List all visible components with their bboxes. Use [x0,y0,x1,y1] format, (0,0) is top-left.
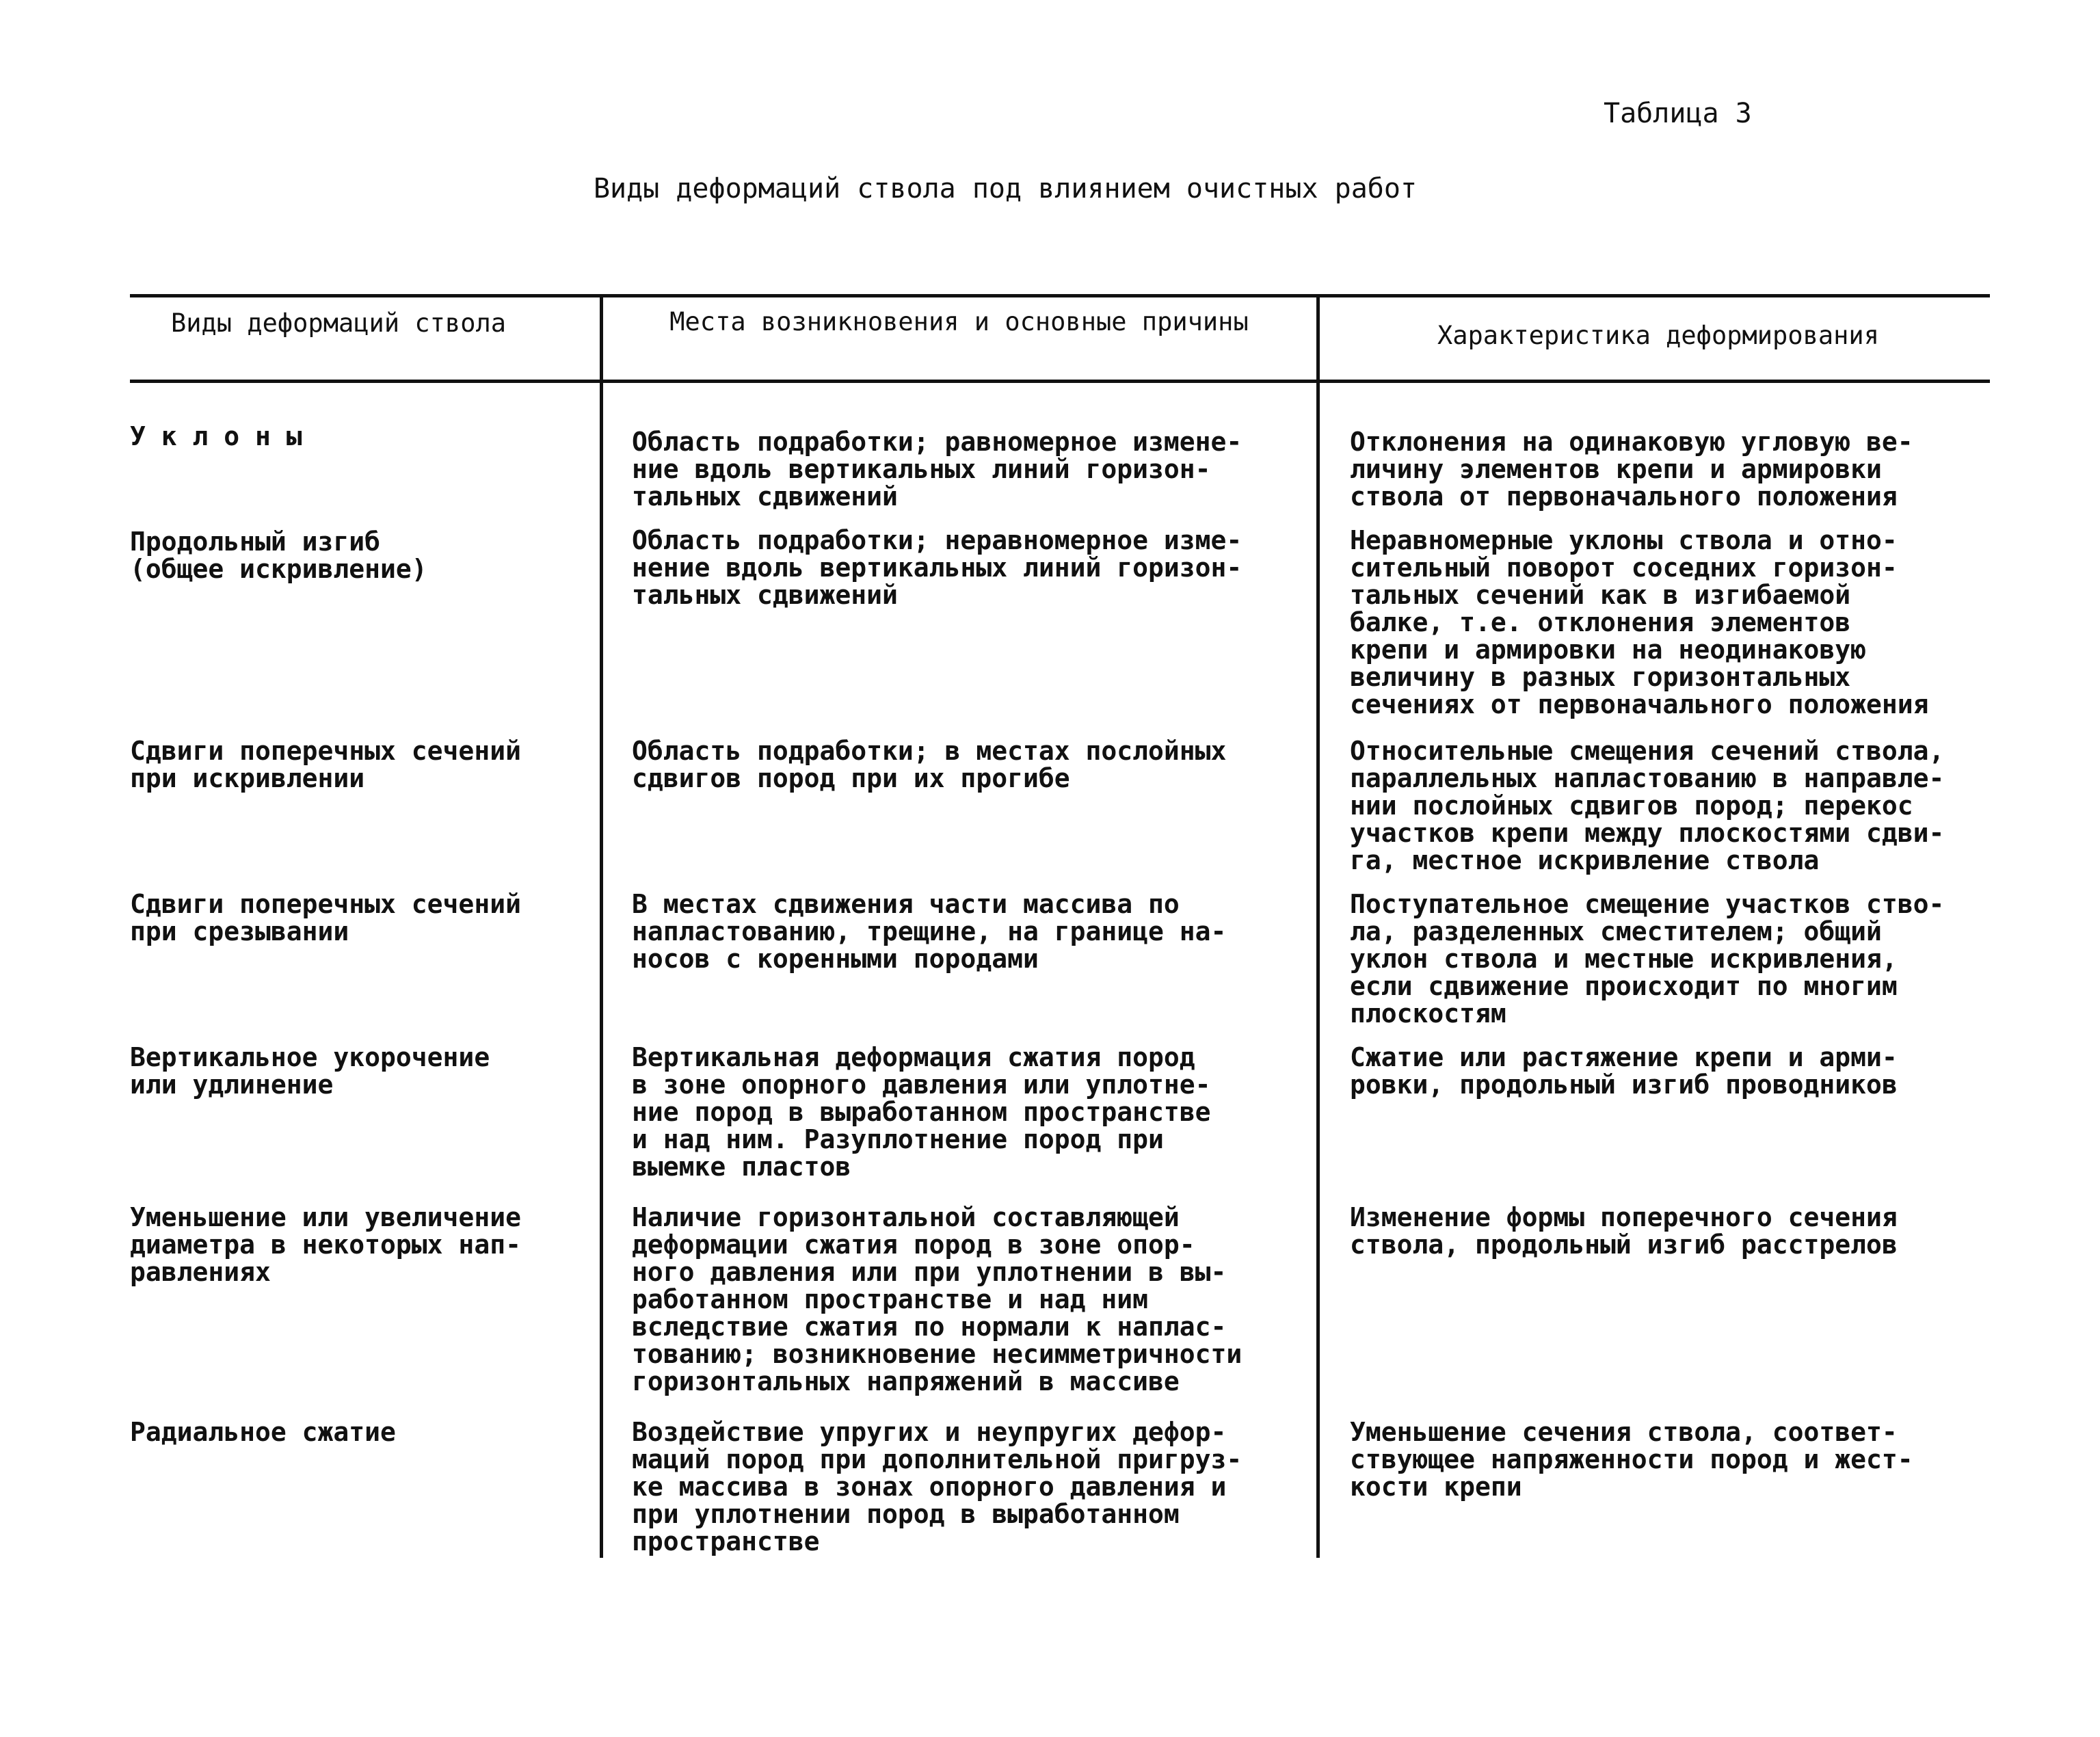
table-top-rule [130,294,1990,297]
body-column-divider-2 [1316,383,1320,1558]
column-header-type: Виды деформаций ствола [170,308,507,338]
cause-cell: Вертикальная деформация сжатия пород в зоне опорного давления или уплотне- ние пород в выработанном пространстве и над ним. Разуплотнение пород при выемке пластов [632,1042,1211,1182]
header-column-divider-1 [600,294,603,383]
characteristic-cell: Уменьшение сечения ствола, соответ- ствующее напряженности пород и жест- кости крепи [1350,1417,1913,1502]
table-header-rule [130,380,1990,383]
column-header-characteristic: Характеристика деформирования [1437,321,1879,350]
table-title: Виды деформаций ствола под влиянием очистных работ [593,173,1418,204]
cause-cell: Наличие горизонтальной составляющей деформации сжатия пород в зоне опор- ного давления или при уплотнении в вы- работанном пространстве и над ним вследствие сжатия по нормали к наплас- тованию; возникновение несимметричности горизонтальных напряжений в массиве [632,1202,1242,1396]
cause-cell: Область подработки; неравномерное изме- нение вдоль вертикальных линий горизон- тальных сдвижений [632,525,1242,610]
cause-cell: Воздействие упругих и неупругих дефор- маций пород при дополнительной пригруз- ке массива в зонах опорного давления и при уплотнении пород в выработанном пространстве [632,1417,1242,1556]
characteristic-cell: Неравномерные уклоны ствола и отно- сительный поворот соседних горизон- тальных сечений как в изгибаемой балке, т.е. отклонения элементов крепи и армировки на неодинаковую величину в разных горизонтальных сечениях от первоначального положения [1350,525,1929,719]
characteristic-cell: Относительные смещения сечений ствола, параллельных напластованию в направле- нии послойных сдвигов пород; перекос участков крепи между плоскостями сдви- га, местное искривление ствола [1350,736,1945,875]
deformation-type-cell: Уменьшение или увеличение диаметра в некоторых нап- равлениях [130,1202,521,1287]
characteristic-cell: Сжатие или растяжение крепи и арми- ровки, продольный изгиб проводников [1350,1042,1898,1100]
deformation-type-cell: Радиальное сжатие [130,1417,396,1447]
characteristic-cell: Поступательное смещение участков ство- ла, разделенных сместителем; общий уклон ствола и местные искривления, если сдвижение происходит по многим плоскостям [1350,889,1945,1029]
table-number: Таблица 3 [1604,98,1752,129]
characteristic-cell: Изменение формы поперечного сечения ствола, продольный изгиб расстрелов [1350,1202,1898,1260]
cause-cell: Область подработки; в местах послойных сдвигов пород при их прогибе [632,736,1227,793]
characteristic-cell: Отклонения на одинаковую угловую ве- личину элементов крепи и армировки ствола от первоначального положения [1350,427,1913,512]
cause-cell: В местах сдвижения части массива по напластованию, трещине, на границе на- носов с коренными породами [632,889,1227,974]
column-header-cause: Места возникновения и основные причины [669,307,1249,336]
deformation-type-cell: У к л о н ы [130,421,302,451]
deformation-type-cell: Продольный изгиб (общее искривление) [130,527,427,584]
body-column-divider-1 [600,383,603,1558]
deformation-type-cell: Сдвиги поперечных сечений при срезывании [130,889,521,946]
deformation-type-cell: Сдвиги поперечных сечений при искривлении [130,736,521,793]
deformation-type-cell: Вертикальное укорочение или удлинение [130,1042,490,1100]
cause-cell: Область подработки; равномерное измене- ние вдоль вертикальных линий горизон- тальных сдвижений [632,427,1242,512]
header-column-divider-2 [1316,294,1320,383]
